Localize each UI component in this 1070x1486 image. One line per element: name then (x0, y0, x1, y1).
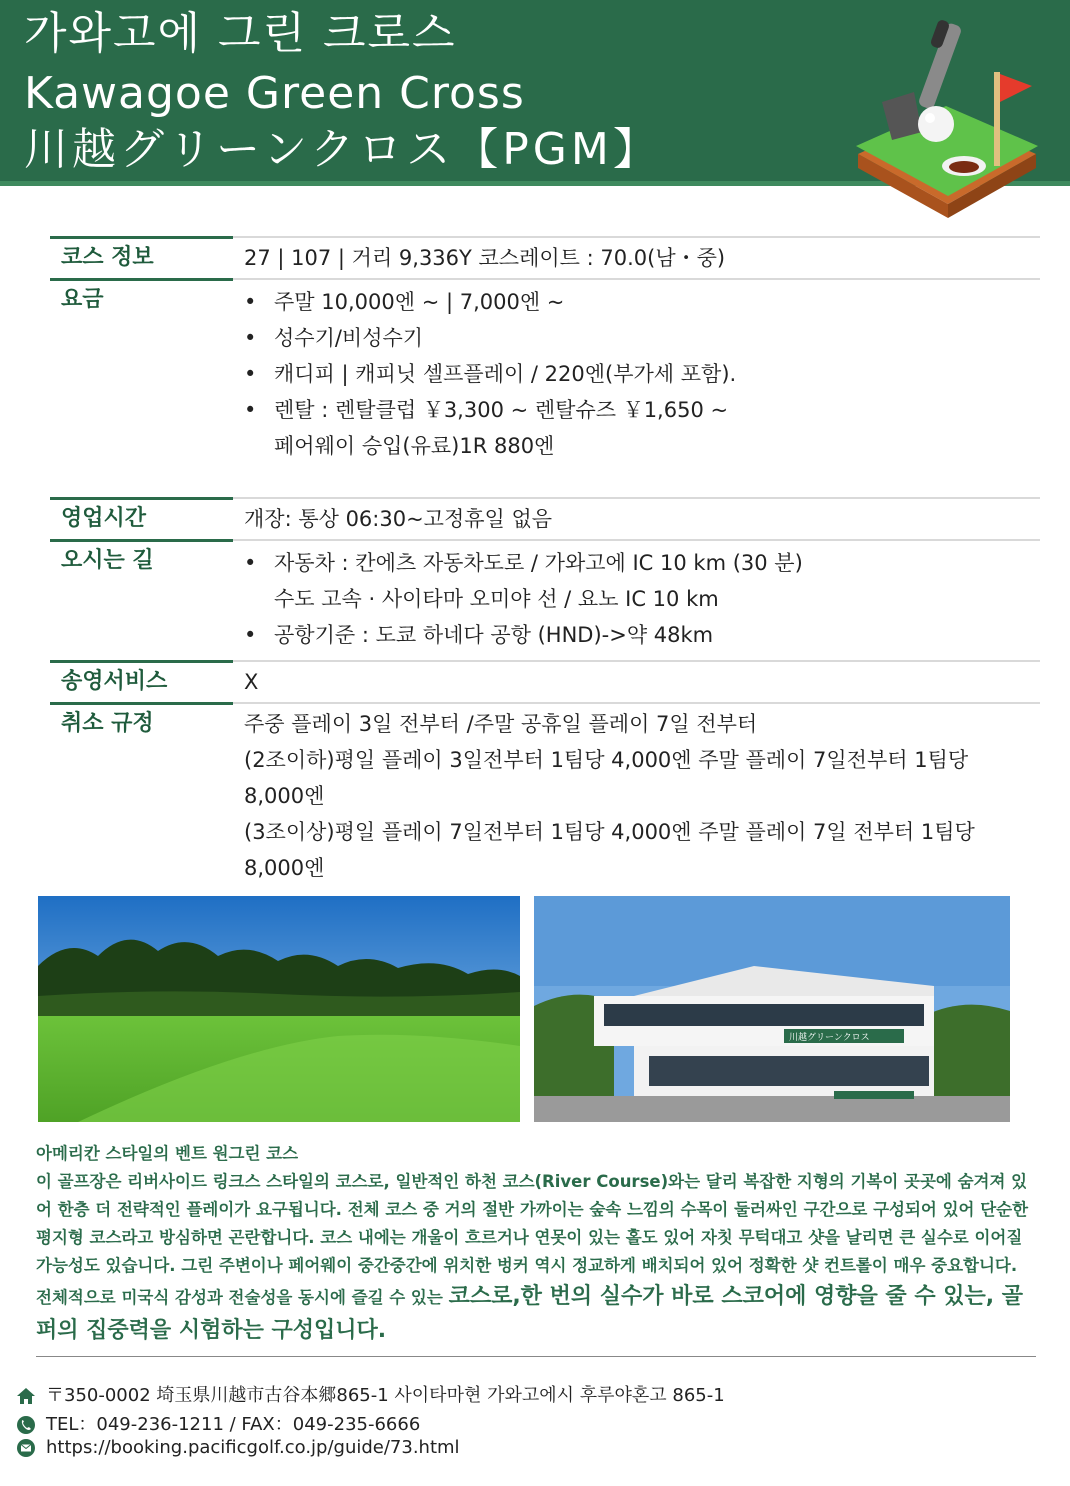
value-hours: 개장: 통상 06:30~고정휴일 없음 (244, 507, 553, 531)
mail-icon (16, 1438, 36, 1458)
directions-list (244, 545, 803, 581)
fee-list-wrap (244, 284, 736, 464)
title-korean: 가와고에 그린 크로스 (24, 8, 457, 59)
label-hours: 영업시간 (61, 506, 147, 531)
building-sign-text: 川越グリーンクロス (789, 1033, 870, 1043)
description-heading: 아메리칸 스타일의 벤트 원그린 코스 (36, 1144, 299, 1163)
fee-fairway-cart: 페어웨이 승입(유료)1R 880엔 (274, 434, 555, 458)
list-item: • 자동차 : 칸에츠 자동차도로 / 가와고에 IC 10 km (30 분) (244, 545, 803, 581)
description-body (36, 1168, 1036, 1348)
cancel-line-1: 주중 플레이 3일 전부터 /주말 공휴일 플레이 7일 전부터 (244, 712, 758, 736)
description-emphasis: 코스로,한 번의 실수가 바로 스코어에 영향을 줄 수 있는, 골퍼의 집중력을 시험하는 구성입니다. (36, 1284, 1024, 1343)
cancel-line-2: (2조이하)평일 플레이 3일전부터 1팀당 4,000엔 주말 플레이 7일전부터 1팀당 8,000엔 (244, 748, 969, 808)
phone-icon (16, 1415, 36, 1435)
fee-list (244, 284, 736, 428)
footer-divider (36, 1356, 1036, 1357)
label-directions: 오시는 길 (61, 548, 154, 573)
directions-car-2: 수도 고속 · 사이타마 오미야 선 / 요노 IC 10 km (274, 587, 719, 611)
home-icon (16, 1386, 36, 1406)
label-cancellation: 취소 규정 (61, 711, 154, 736)
label-shuttle: 송영서비스 (61, 669, 168, 694)
clubhouse-photo (534, 896, 1010, 1122)
phone-text: TEL：049-236-1211 / FAX：049-235-6666 (46, 1414, 421, 1435)
label-course-info: 코스 정보 (61, 245, 154, 270)
address-text: 〒350-0002 埼玉県川越市古谷本郷865-1 사이타마현 가와고에시 후루야혼고 865-1 (46, 1385, 725, 1406)
value-course-info: 27 | 107 | 거리 9,336Y 코스레이트 : 70.0(남・중) (244, 246, 726, 270)
course-fairway-photo (38, 896, 520, 1122)
description-body-text: 이 골프장은 리버사이드 링크스 스타일의 코스로, 일반적인 하천 코스(River Course)와는 달리 복잡한 지형의 기복이 곳곳에 숨겨져 있어 한층 더 전략적인 플레이가 요구됩니다. 전체 코스 중 거의 절반 가까이는 숲속 느낌의 수목이 둘러싸인 구간으로 구성되어 있어 단순한 평지형 코스라고 방심하면 곤란합니다. 코스 내에는 개울이 흐르거나 연못이 있는 홀도 있어 자칫 무턱대고 샷을 날리면 큰 실수로 이어질 가능성도 있습니다. 그린 주변이나 페어웨이 중간중간에 위치한 벙커 역시 정교하게 배치되어 있어 정확한 샷 컨트롤이 매우 중요합니다. 전체적으로 미국식 감성과 전술성을 동시에 즐길 수 있는 (36, 1172, 1029, 1307)
value-shuttle: X (244, 670, 259, 694)
booking-link[interactable]: https://booking.pacificgolf.co.jp/guide/73.html (46, 1437, 460, 1458)
directions-list-2 (244, 617, 803, 653)
cancel-line-3: (3조이상)평일 플레이 7일전부터 1팀당 4,000엔 주말 플레이 7일 전부터 1팀당 8,000엔 (244, 820, 975, 880)
list-item: • 캐디피 | 캐피닛 셀프플레이 / 220엔(부가세 포함). (244, 356, 736, 392)
list-item: • 주말 10,000엔 ~ | 7,000엔 ~ (244, 284, 736, 320)
course-description (36, 1140, 1036, 1348)
title-english: Kawagoe Green Cross (24, 68, 525, 119)
cancellation-text (244, 706, 1034, 886)
list-item: • 공항기준 : 도쿄 하네다 공항 (HND)->약 48km (244, 617, 803, 653)
list-item: • 성수기/비성수기 (244, 320, 736, 356)
label-fee: 요금 (61, 287, 104, 312)
golf-course-icon (836, 14, 1048, 228)
directions-wrap (244, 545, 803, 653)
list-item: • 렌탈 : 렌탈클럽 ￥3,300 ~ 렌탈슈즈 ￥1,650 ~ (244, 392, 736, 428)
title-japanese: 川越グリーンクロス【PGM】 (24, 124, 661, 175)
